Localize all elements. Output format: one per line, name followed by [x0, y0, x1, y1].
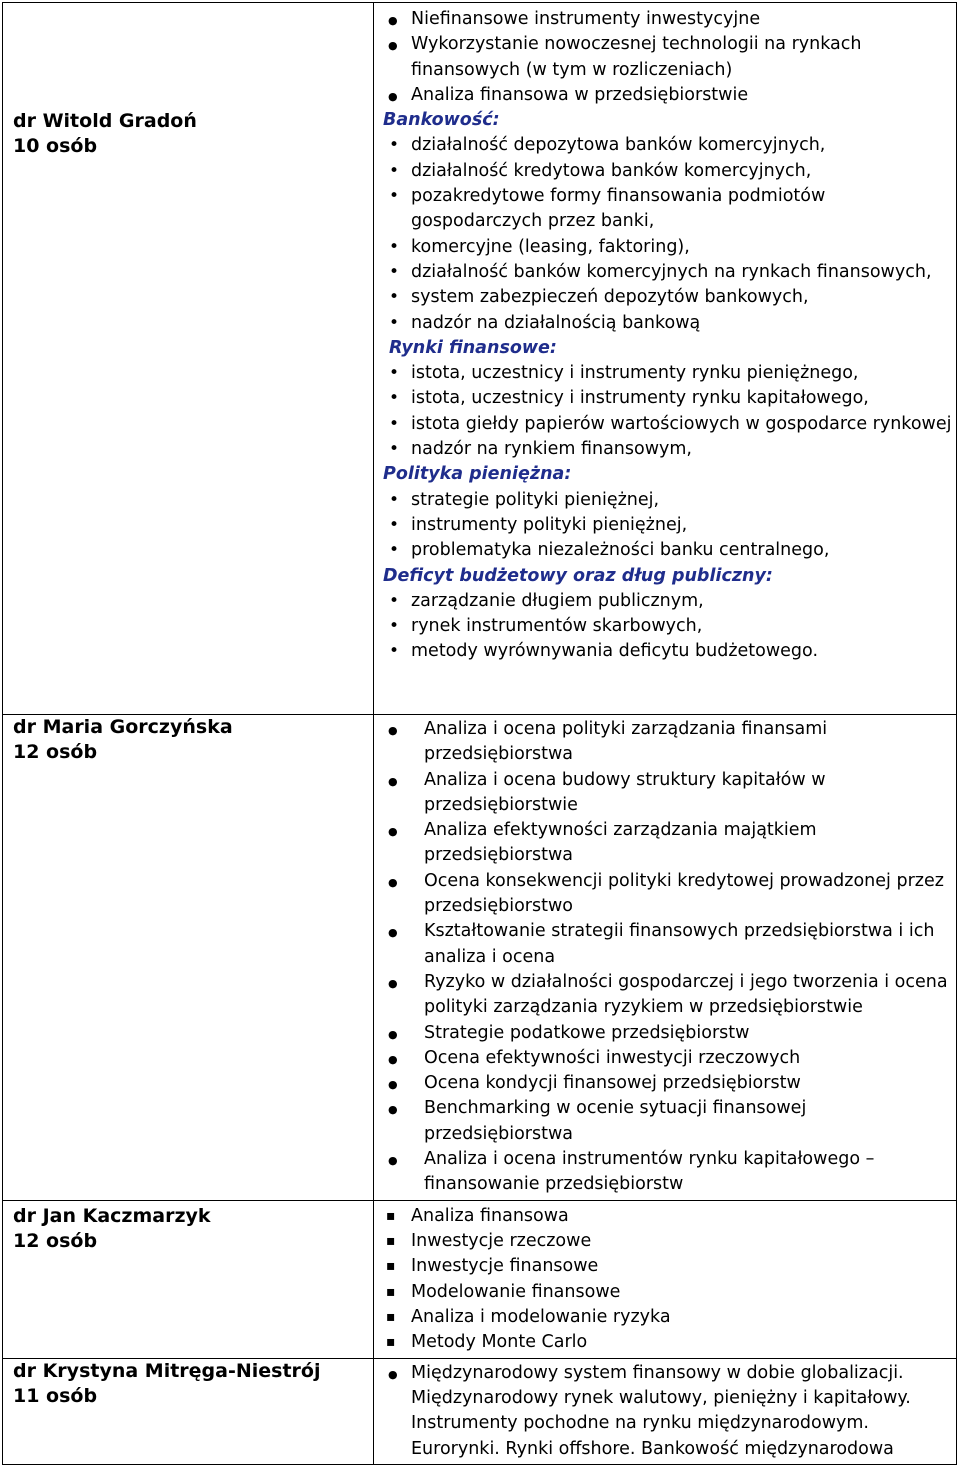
list-item: ● Ocena konsekwencji polityki kredytowej prowadzonej przez przedsiębiorstwo	[374, 869, 956, 920]
topics-cell	[374, 3, 957, 715]
student-count: 11 osób	[13, 1384, 98, 1407]
list-item: ● Benchmarking w ocenie sytuacji finansowej przedsiębiorstwa	[374, 1096, 956, 1147]
list-item: • działalność kredytowa banków komercyjnych,	[374, 159, 956, 184]
list-item: ● Analiza finansowa w przedsiębiorstwie	[374, 83, 956, 108]
section-heading: Polityka pieniężna:	[383, 464, 572, 485]
list-item: ▪ Inwestycje rzeczowe	[374, 1229, 956, 1254]
list-item: ● Ocena efektywności inwestycji rzeczowych	[374, 1046, 956, 1071]
list-item: • system zabezpieczeń depozytów bankowych,	[374, 285, 956, 310]
list-item: ▪ Modelowanie finansowe	[374, 1280, 956, 1305]
list-item: ● Strategie podatkowe przedsiębiorstw	[374, 1021, 956, 1046]
supervisor-cell	[3, 1358, 374, 1464]
list-item: ● Ocena kondycji finansowej przedsiębiorstw	[374, 1071, 956, 1096]
list-item: • pozakredytowe formy finansowania podmiotów gospodarczych przez banki,	[374, 184, 956, 235]
list-item: ▪ Analiza finansowa	[374, 1204, 956, 1229]
student-count: 10 osób	[13, 135, 98, 157]
topics-cell	[374, 715, 957, 1201]
list-item: ● Analiza efektywności zarządzania majątkiem przedsiębiorstwa	[374, 818, 956, 869]
student-count: 12 osób	[13, 1229, 98, 1252]
section-heading: Deficyt budżetowy oraz dług publiczny:	[383, 565, 773, 586]
topic-list	[374, 589, 956, 665]
list-item: ▪ Inwestycje finansowe	[374, 1254, 956, 1279]
list-item: ▪ Analiza i modelowanie ryzyka	[374, 1305, 956, 1330]
list-item: ● Wykorzystanie nowoczesnej technologii na rynkach finansowych (w tym w rozliczeniach)	[374, 32, 956, 83]
topic-list	[374, 133, 956, 335]
list-item: • problematyka niezależności banku centralnego,	[374, 538, 956, 563]
list-item: • metody wyrównywania deficytu budżetowego.	[374, 639, 956, 664]
list-item: • istota, uczestnicy i instrumenty rynku pieniężnego,	[374, 361, 956, 386]
list-item: ● Analiza i ocena budowy struktury kapitałów w przedsiębiorstwie	[374, 768, 956, 819]
topic-list	[374, 717, 956, 1198]
list-item: ● Analiza i ocena instrumentów rynku kapitałowego – finansowanie przedsiębiorstw	[374, 1147, 956, 1198]
list-item: ● Kształtowanie strategii finansowych przedsiębiorstwa i ich analiza i ocena	[374, 919, 956, 970]
section-heading: Bankowość:	[383, 110, 500, 131]
table-row	[3, 3, 957, 715]
topic-list	[374, 7, 956, 108]
list-item: ● Ryzyko w działalności gospodarczej i jego tworzenia i ocena polityki zarządzania ryzykiem w przedsiębiorstwie	[374, 970, 956, 1021]
supervisor-name: dr Jan Kaczmarzyk	[13, 1204, 211, 1227]
supervisor-name: dr Witold Gradoń	[13, 110, 197, 132]
section-heading: Rynki finansowe:	[389, 337, 557, 358]
table-row	[3, 1358, 957, 1464]
list-item: • istota, uczestnicy i instrumenty rynku kapitałowego,	[374, 386, 956, 411]
list-item: ● Analiza i ocena polityki zarządzania finansami przedsiębiorstwa	[374, 717, 956, 768]
list-item: • zarządzanie długiem publicznym,	[374, 589, 956, 614]
list-item: • nadzór na działalnością bankową	[374, 311, 956, 336]
supervisor-cell	[3, 1200, 374, 1358]
topic-list	[374, 361, 956, 462]
topic-list	[374, 488, 956, 564]
topic-list	[374, 1204, 956, 1356]
list-item: • komercyjne (leasing, faktoring),	[374, 235, 956, 260]
supervisor-name: dr Krystyna Mitręga-Niestrój	[13, 1359, 321, 1382]
list-item: • instrumenty polityki pieniężnej,	[374, 513, 956, 538]
list-item: • działalność depozytowa banków komercyjnych,	[374, 133, 956, 158]
topic-list	[374, 1361, 956, 1462]
list-item: ● Międzynarodowy system finansowy w dobie globalizacji. Międzynarodowy rynek walutowy, pieniężny i kapitałowy. Instrumenty pochodne na rynku międzynarodowym. Eurorynki. Rynki offshore. Bankowość międzynarodowa	[374, 1361, 956, 1462]
supervisor-cell	[3, 715, 374, 1201]
list-item: ▪ Metody Monte Carlo	[374, 1330, 956, 1355]
topics-cell	[374, 1358, 957, 1464]
table-row	[3, 715, 957, 1201]
list-item: • działalność banków komercyjnych na rynkach finansowych,	[374, 260, 956, 285]
list-item: • rynek instrumentów skarbowych,	[374, 614, 956, 639]
table-row	[3, 1200, 957, 1358]
list-item: • istota giełdy papierów wartościowych w gospodarce rynkowej	[374, 412, 956, 437]
list-item: • strategie polityki pieniężnej,	[374, 488, 956, 513]
topics-cell	[374, 1200, 957, 1358]
list-item: ● Niefinansowe instrumenty inwestycyjne	[374, 7, 956, 32]
supervisors-table	[2, 2, 957, 1465]
list-item: • nadzór na rynkiem finansowym,	[374, 437, 956, 462]
student-count: 12 osób	[13, 741, 98, 763]
supervisor-name: dr Maria Gorczyńska	[13, 716, 233, 738]
supervisor-cell	[3, 3, 374, 715]
